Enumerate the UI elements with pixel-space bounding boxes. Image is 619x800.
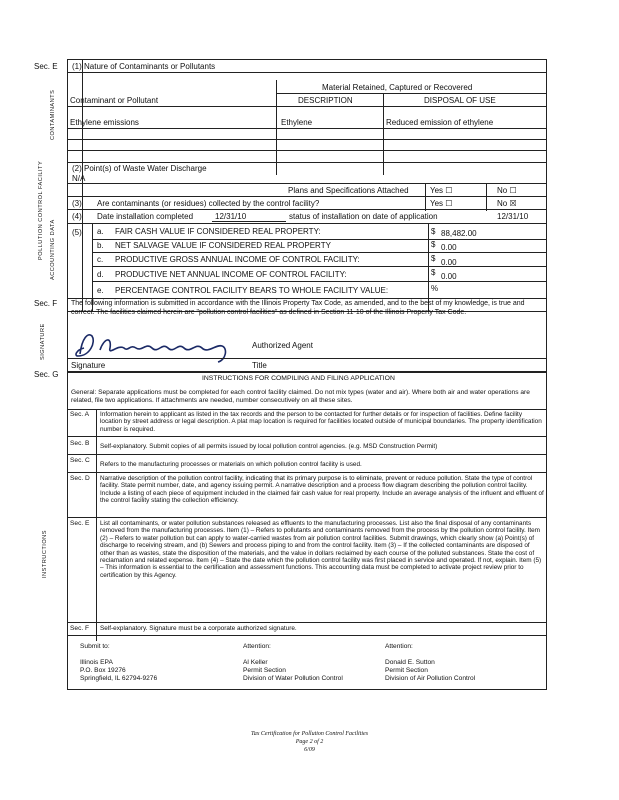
description-value: Ethylene bbox=[281, 118, 313, 127]
addr-epa-1: Illinois EPA bbox=[80, 659, 113, 666]
acct-d-label: PRODUCTIVE NET ANNUAL INCOME OF CONTROL FACILITY: bbox=[115, 270, 347, 279]
instructions-side-label: INSTRUCTIONS bbox=[42, 530, 48, 578]
item3-text: Are contaminants (or residues) collected by the control facility? bbox=[97, 199, 320, 208]
item4-date-status[interactable]: 12/31/10 bbox=[497, 212, 529, 221]
item3-no-checkbox[interactable]: ☒ bbox=[509, 199, 517, 208]
signature-label: Signature bbox=[71, 361, 106, 370]
instr-sec-e: Sec. E bbox=[70, 520, 90, 527]
plans-yes[interactable]: Yes ☐ bbox=[430, 186, 453, 195]
footer-rev: 6/09 bbox=[304, 747, 315, 753]
plans-no[interactable]: No ☐ bbox=[497, 186, 517, 195]
accounting-data-label: ACCOUNTING DATA bbox=[50, 219, 56, 280]
addr-air-3: Division of Air Pollution Control bbox=[385, 675, 476, 682]
acct-b-letter: b. bbox=[97, 241, 104, 250]
addr-water-3: Division of Water Pollution Control bbox=[243, 675, 343, 682]
addr-air-2: Permit Section bbox=[385, 667, 428, 674]
plans-label: Plans and Specifications Attached bbox=[288, 186, 409, 195]
certification-statement: The following information is submitted in accordance with the Illinois Property Tax Code, as amended, and to the best of my knowledge, is true and correct. The facilities claimed herein are "pollution control facilities" as defined in Section 11-10 of the Illinois Property Tax Code. bbox=[71, 300, 525, 316]
item3-yes[interactable]: Yes ☐ bbox=[430, 199, 453, 208]
addr-epa-3: Springfield, IL 62794-9276 bbox=[80, 675, 158, 682]
title-label: Title bbox=[252, 361, 267, 370]
attention-air: Attention: bbox=[385, 643, 413, 650]
footer-page: Page 2 of 2 bbox=[295, 739, 324, 745]
contaminant-value: Ethylene emissions bbox=[70, 118, 139, 127]
instr-sec-a: Sec. A bbox=[70, 411, 90, 418]
attention-water: Attention: bbox=[243, 643, 271, 650]
item4-num: (4) bbox=[72, 212, 82, 221]
sec-f-label: Sec. F bbox=[34, 299, 58, 308]
acct-b-value[interactable]: 0.00 bbox=[441, 243, 457, 252]
item2-value: N/A bbox=[72, 174, 86, 183]
acct-c-letter: c. bbox=[97, 255, 104, 264]
item3-no[interactable]: No ☒ bbox=[497, 199, 517, 208]
item3-yes-checkbox[interactable]: ☐ bbox=[445, 199, 453, 208]
acct-c-value[interactable]: 0.00 bbox=[441, 258, 457, 267]
col-contaminant: Contaminant or Pollutant bbox=[70, 96, 159, 105]
addr-water-1: Al Keller bbox=[243, 659, 268, 666]
acct-d-letter: d. bbox=[97, 270, 104, 279]
disposal-value: Reduced emission of ethylene bbox=[386, 118, 494, 127]
acct-a-value[interactable]: 88,482.00 bbox=[441, 229, 477, 238]
material-header: Material Retained, Captured or Recovered bbox=[322, 83, 473, 92]
sec-g-label: Sec. G bbox=[34, 370, 59, 379]
sec-e-contaminants-label: CONTAMINANTS bbox=[50, 89, 56, 140]
instructions-heading: INSTRUCTIONS FOR COMPILING AND FILING APPLICATION bbox=[202, 375, 395, 382]
instr-sec-f: Sec. F bbox=[70, 625, 90, 632]
instr-sec-e-text: List all contaminants, or water pollution substances released as effluents to the manufacturing processes. List also the final disposal of any contaminants removed from the manufacturing processes. Item (1) – Refers to pollutants and contaminants removed from the process by the pollution control facility. Item (2) – Refers to water pollution but can apply to water-carried wastes from air pollution control facilities. Submit drawings, which clearly show (a) Point(s) of discharge to receiving stream, and (b) Sewers and process piping to and from the control facility. Item (3) – If the collected contaminants are disposed of other than as wastes, state the disposition of the materials, and the value in dollars reclaimed by each course of the polluted substances. State the cost of reclamation and related expense. Item (4) – State the date which the pollution control facility was first placed in service and operated. If not, explain. Item (5) – This information is essential to the certification and assessment functions. This accounting data must be completed to activate project review prior to certification by this Agency. bbox=[100, 520, 542, 579]
instr-sec-b: Sec. B bbox=[70, 440, 90, 447]
plans-yes-checkbox[interactable]: ☐ bbox=[445, 186, 453, 195]
acct-c-label: PRODUCTIVE GROSS ANNUAL INCOME OF CONTROL FACILITY: bbox=[115, 255, 360, 264]
item3-num: (3) bbox=[72, 199, 82, 208]
sec-e-side-label: POLLUTION CONTROL FACILITY bbox=[38, 160, 44, 260]
instr-sec-f-text: Self-explanatory. Signature must be a corporate authorized signature. bbox=[100, 625, 297, 632]
acct-e-label: PERCENTAGE CONTROL FACILITY BEARS TO WHOLE FACILITY VALUE: bbox=[115, 286, 389, 295]
col-disposal: DISPOSAL OF USE bbox=[424, 96, 496, 105]
signature-side-label: SIGNATURE bbox=[40, 323, 46, 360]
item4-date-completed[interactable]: 12/31/10 bbox=[215, 212, 247, 221]
submit-label: Submit to: bbox=[80, 643, 110, 650]
acct-d-value[interactable]: 0.00 bbox=[441, 272, 457, 281]
instr-sec-a-text: Information herein to applicant as listed in the tax records and the person to be contacted for further details or for inspection of facilities. Define facility location by street address or legal description. A plat map location is required for facilities located outside of municipal boundaries. The property identification number is required. bbox=[100, 411, 542, 433]
plans-no-checkbox[interactable]: ☐ bbox=[509, 186, 517, 195]
sec-e-label: Sec. E bbox=[34, 62, 58, 71]
addr-air-1: Donald E. Sutton bbox=[385, 659, 435, 666]
item2-title: (2) Point(s) of Waste Water Discharge bbox=[72, 164, 207, 173]
item1-title: (1) Nature of Contaminants or Pollutants bbox=[72, 62, 216, 71]
acct-e-value[interactable]: % bbox=[431, 284, 439, 293]
instr-sec-d-text: Narrative description of the pollution control facility, indicating that its primary purpose is to eliminate, prevent or reduce pollution. State the type of control facility. State permit number, date, and agency issuing permit. A narrative description and a process flow diagram describing the pollution control facility. Include a listing of each piece of equipment included in the claimed fair cash value for real property. Include an average analysis of the influent and effluent of the control facility stating the collection efficiency. bbox=[100, 475, 544, 505]
acct-a-label: FAIR CASH VALUE IF CONSIDERED REAL PROPERTY: bbox=[115, 227, 321, 236]
item5-num: (5) bbox=[72, 228, 82, 237]
acct-b-label: NET SALVAGE VALUE IF CONSIDERED REAL PROPERTY bbox=[115, 241, 331, 250]
item4-text-b: status of installation on date of application bbox=[289, 212, 438, 221]
footer-title: Tax Certification for Pollution Control Facilities bbox=[250, 731, 369, 737]
addr-epa-2: P.O. Box 19276 bbox=[80, 667, 126, 674]
item4-text-a: Date installation completed bbox=[97, 212, 194, 221]
instr-sec-b-text: Self-explanatory. Submit copies of all permits issued by local pollution control agencies. (e.g. MSD Construction Permit) bbox=[100, 443, 438, 450]
col-description: DESCRIPTION bbox=[298, 96, 353, 105]
signature-image bbox=[70, 326, 260, 366]
instr-sec-c: Sec. C bbox=[70, 457, 90, 464]
instr-sec-d: Sec. D bbox=[70, 475, 90, 482]
instr-sec-c-text: Refers to the manufacturing processes or materials on which pollution control facility is used. bbox=[100, 461, 362, 468]
authorized-agent: Authorized Agent bbox=[252, 341, 313, 350]
general-instructions: General: Separate applications must be completed for each control facility claimed. Do not mix types (water and air). Where both air and water operations are related, file two applications. If attachments are needed, number consecutively on all these sites. bbox=[71, 389, 530, 404]
acct-e-letter: e. bbox=[97, 286, 104, 295]
acct-a-letter: a. bbox=[97, 227, 104, 236]
addr-water-2: Permit Section bbox=[243, 667, 286, 674]
